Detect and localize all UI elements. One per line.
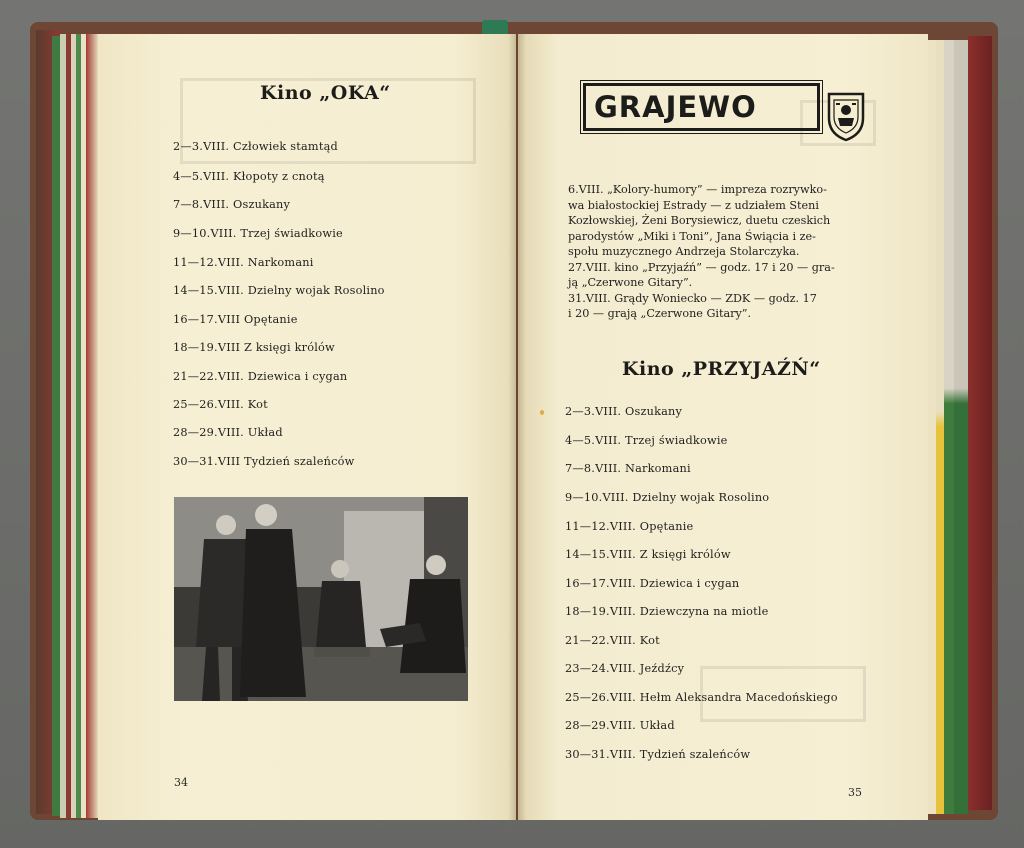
- left-schedule-entry: 18—19.VIII Z księgi królów: [173, 341, 335, 354]
- page-edge-strip: [944, 40, 954, 814]
- right-page-number: 35: [848, 786, 862, 799]
- left-schedule-entry: 25—26.VIII. Kot: [173, 398, 268, 411]
- event-paragraph-line: społu muzycznego Andrzeja Stolarczyka.: [568, 245, 800, 258]
- left-schedule-entry: 9—10.VIII. Trzej świadkowie: [173, 227, 343, 240]
- film-still-photo: [174, 497, 468, 701]
- event-paragraph-line: Kozłowskiej, Żeni Borysiewicz, duetu czeskich: [568, 214, 831, 227]
- left-page-title: Kino „OKA“: [260, 82, 391, 104]
- town-header: GRAJEWO: [594, 90, 757, 124]
- event-paragraph-line: parodystów „Miki i Toni”, Jana Świącia i ze-: [568, 229, 816, 243]
- event-paragraph-line: 6.VIII. „Kolory-humory” — impreza rozrywko-: [568, 183, 827, 196]
- event-paragraph-line: wa białostockiej Estrady — z udziałem Steni: [568, 198, 819, 212]
- cover-edge-right: [968, 36, 992, 810]
- left-schedule-entry: 4—5.VIII. Kłopoty z cnotą: [173, 170, 325, 183]
- book-gutter: [508, 34, 526, 820]
- right-schedule-entry: 25—26.VIII. Hełm Aleksandra Macedońskiego: [565, 691, 838, 704]
- right-page-title: Kino „PRZYJAŹŃ“: [622, 358, 821, 380]
- right-schedule-entry: 16—17.VIII. Dziewica i cygan: [565, 577, 740, 590]
- right-schedule-entry: 2—3.VIII. Oszukany: [565, 405, 683, 418]
- event-paragraph-line: 27.VIII. kino „Przyjaźń” — godz. 17 i 20 — gra-: [568, 260, 835, 274]
- left-schedule-entry: 7—8.VIII. Oszukany: [173, 198, 291, 211]
- left-schedule-entry: 21—22.VIII. Dziewica i cygan: [173, 370, 348, 383]
- page-edge-strip: [928, 40, 936, 814]
- event-paragraph: [568, 182, 835, 322]
- left-schedule-entry: 16—17.VIII Opętanie: [173, 313, 298, 326]
- right-schedule-entry: 14—15.VIII. Z księgi królów: [565, 548, 731, 561]
- event-paragraph-line: ją „Czerwone Gitary”.: [568, 276, 693, 289]
- event-paragraph-line: 31.VIII. Grądy Woniecko — ZDK — godz. 17: [568, 291, 817, 305]
- page-edge-strip: [52, 36, 60, 816]
- left-schedule-entry: 14—15.VIII. Dzielny wojak Rosolino: [173, 284, 385, 297]
- page-edge-strip: [954, 40, 968, 814]
- right-schedule-entry: 28—29.VIII. Układ: [565, 719, 675, 732]
- right-schedule-entry: 9—10.VIII. Dzielny wojak Rosolino: [565, 491, 770, 504]
- left-schedule-entry: 2—3.VIII. Człowiek stamtąd: [173, 140, 338, 153]
- right-schedule-entry: 30—31.VIII. Tydzień szaleńców: [565, 748, 751, 761]
- right-schedule-entry: 23—24.VIII. Jeźdźcy: [565, 662, 685, 675]
- event-paragraph-line: i 20 — grają „Czerwone Gitary”.: [568, 307, 752, 320]
- right-schedule-entry: 4—5.VIII. Trzej świadkowie: [565, 434, 728, 447]
- paper-speck: [540, 410, 544, 415]
- page-edge-strip: [86, 34, 98, 818]
- right-schedule-entry: 11—12.VIII. Opętanie: [565, 520, 694, 533]
- right-schedule-entry: 7—8.VIII. Narkomani: [565, 462, 691, 475]
- left-schedule-entry: 30—31.VIII Tydzień szaleńców: [173, 455, 355, 468]
- left-schedule-entry: 28—29.VIII. Układ: [173, 426, 283, 439]
- photo-figures-icon: [174, 497, 468, 701]
- left-page-number: 34: [174, 776, 188, 789]
- left-schedule-entry: 11—12.VIII. Narkomani: [173, 256, 314, 269]
- right-schedule-entry: 21—22.VIII. Kot: [565, 634, 660, 647]
- page-edge-strip: [936, 40, 944, 814]
- town-crest-icon: [826, 90, 866, 142]
- right-schedule-entry: 18—19.VIII. Dziewczyna na miotle: [565, 605, 769, 618]
